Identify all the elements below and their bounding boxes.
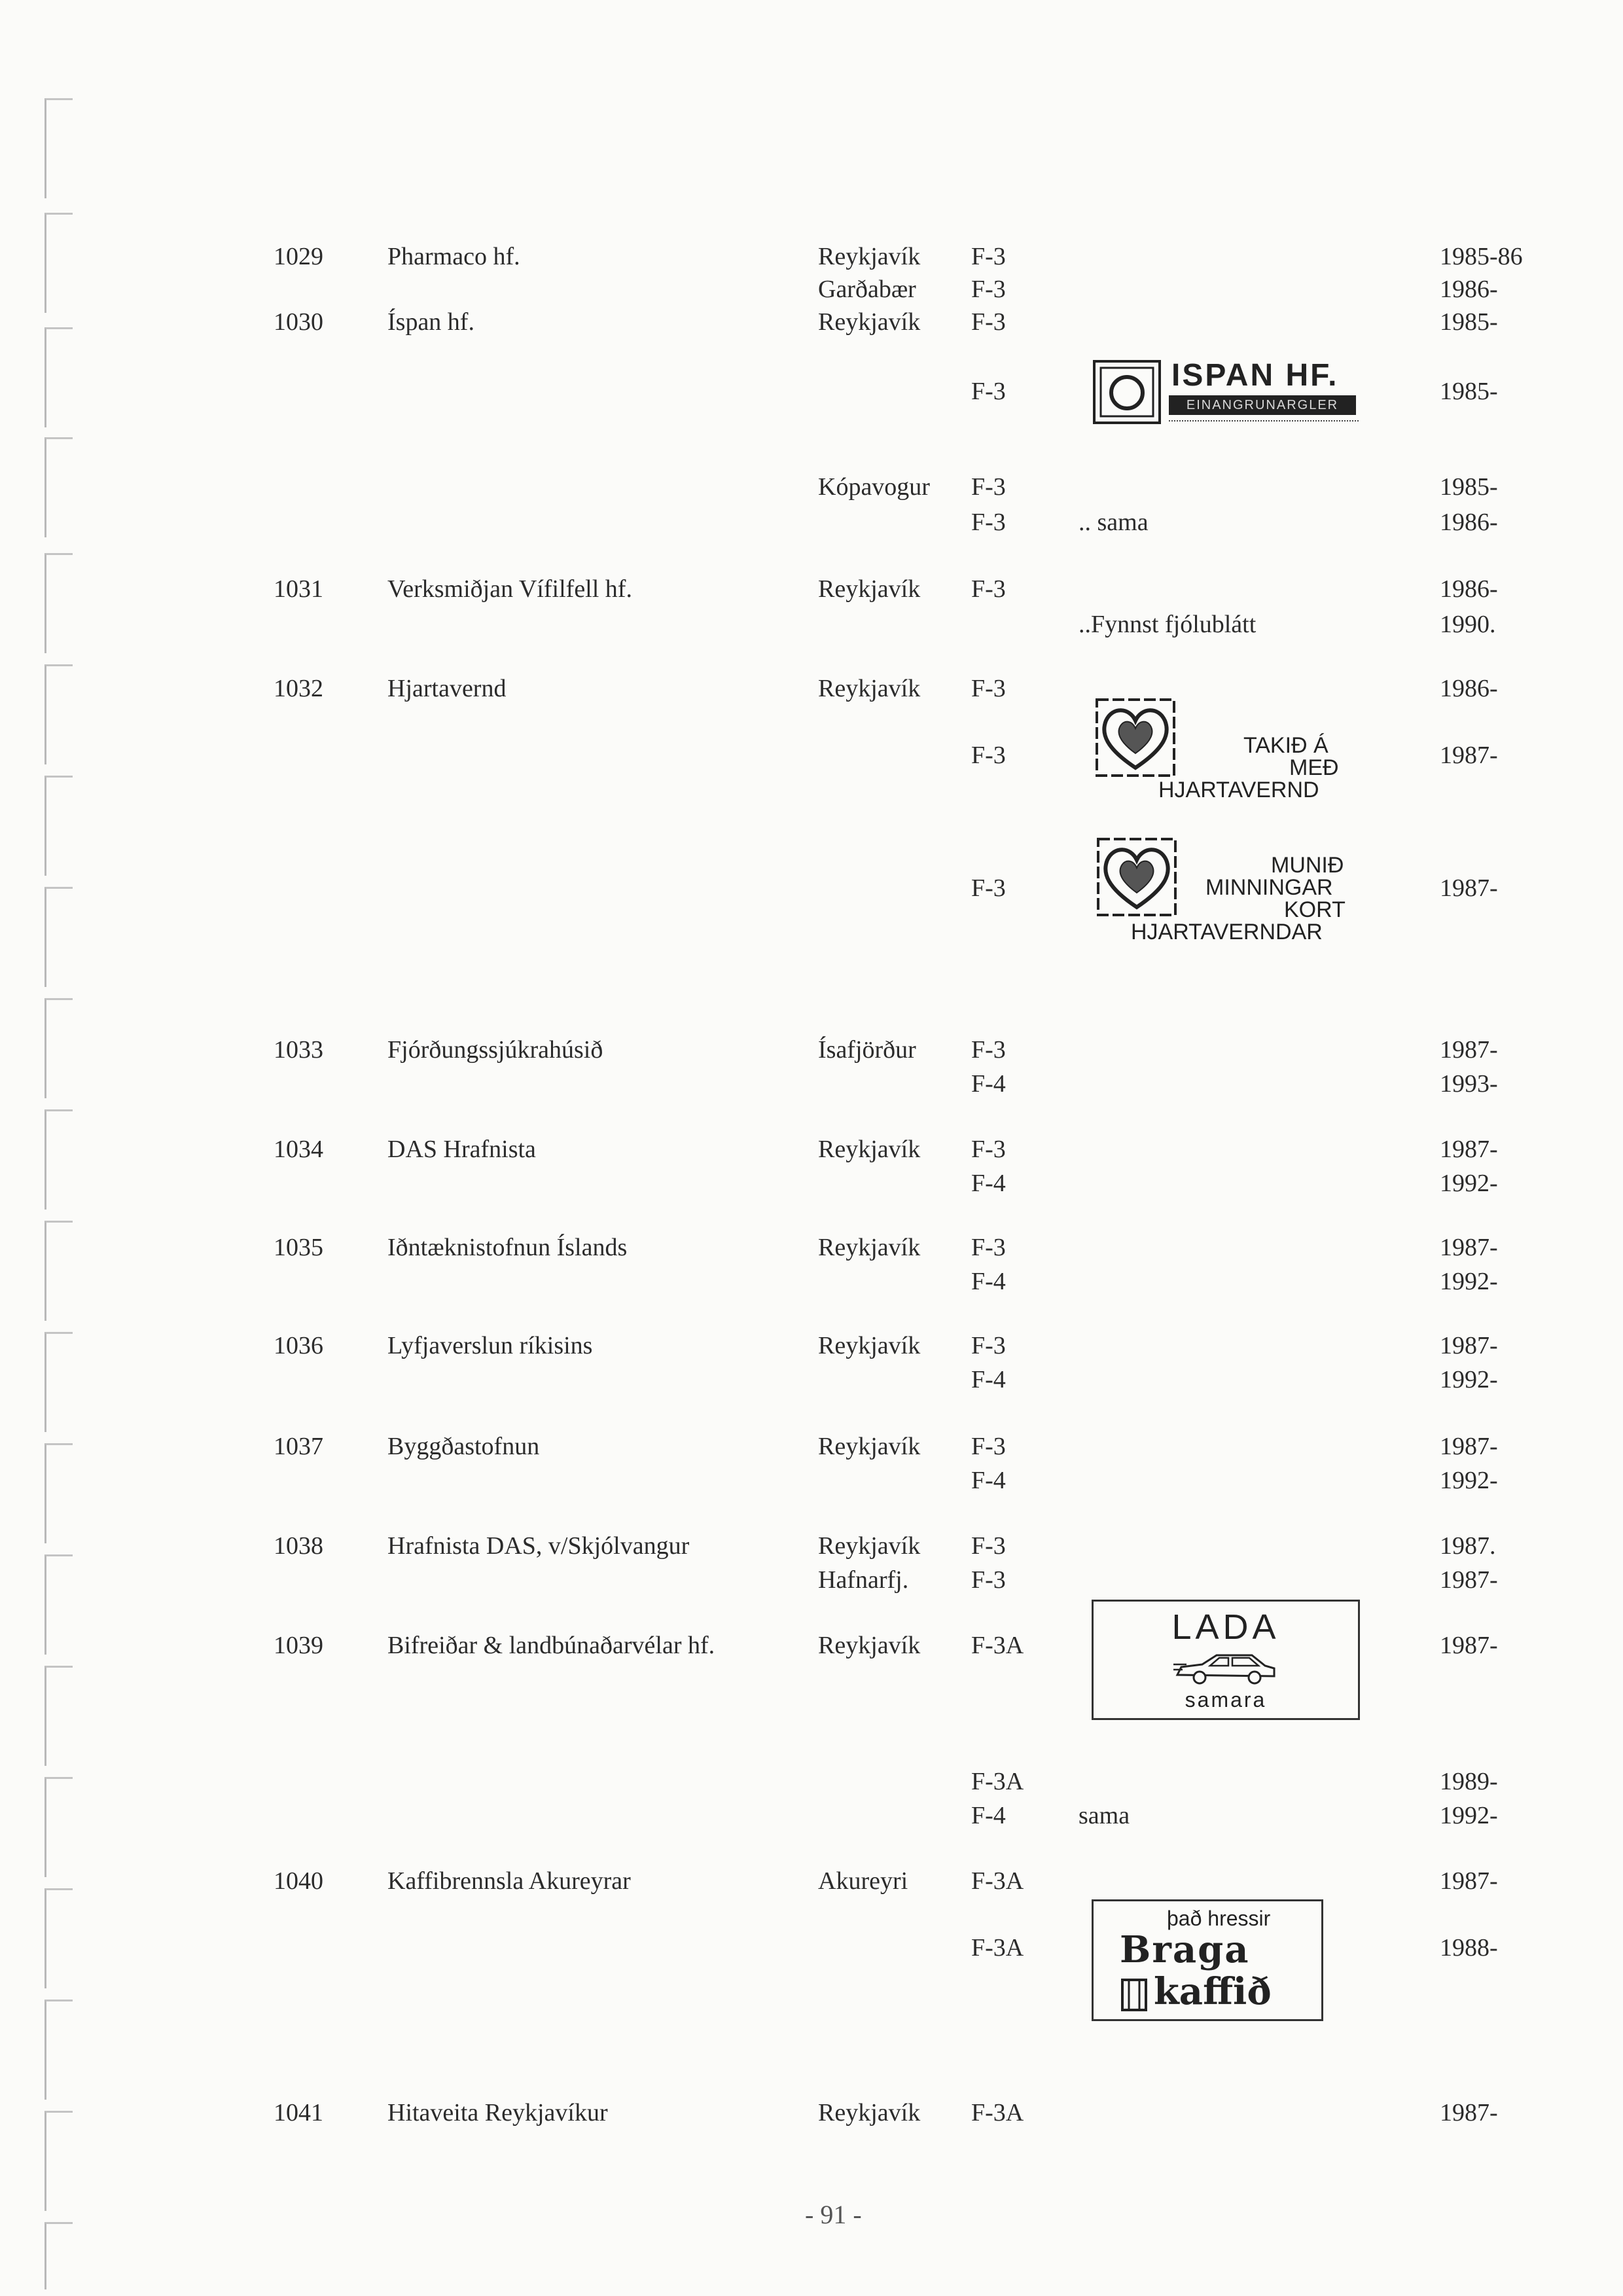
row-place: Hafnarfj.	[818, 1566, 909, 1594]
row-year: 1987-	[1440, 1036, 1498, 1064]
row-type: F-3	[971, 1234, 1006, 1261]
ispan-logo-icon	[1092, 359, 1164, 427]
row-type: F-3	[971, 1433, 1006, 1460]
braga-brand: Braga	[1120, 1928, 1250, 1971]
row-number: 1031	[274, 575, 323, 603]
row-number: 1038	[274, 1532, 323, 1560]
row-year: 1986-	[1440, 276, 1498, 303]
row-place: Reykjavík	[818, 1234, 921, 1261]
row-name: Hitaveita Reykjavíkur	[387, 2099, 608, 2126]
row-year: 1987-	[1440, 1234, 1498, 1261]
memorial-line-1: MUNIÐ	[1271, 853, 1344, 878]
memorial-line-4: HJARTAVERNDAR	[1131, 920, 1323, 944]
row-number: 1036	[274, 1332, 323, 1359]
row-number: 1040	[274, 1867, 323, 1895]
table-row	[0, 741, 1623, 770]
coffee-cup-icon	[1118, 1977, 1150, 2011]
row-year: 1992-	[1440, 1802, 1498, 1829]
table-row	[0, 674, 1623, 703]
page-number: - 91 -	[805, 2200, 862, 2229]
row-number: 1033	[274, 1036, 323, 1064]
hjartavernd-line-1: TAKIÐ Á	[1243, 733, 1329, 758]
braga-coffee: kaffið	[1154, 1970, 1272, 2013]
table-row	[0, 1466, 1623, 1495]
row-name: Fjórðungssjúkrahúsið	[387, 1036, 603, 1064]
table-row	[0, 308, 1623, 336]
row-year: 1986-	[1440, 509, 1498, 536]
row-year: 1992-	[1440, 1366, 1498, 1393]
row-type: F-3A	[971, 2099, 1024, 2126]
row-place: Reykjavík	[818, 308, 921, 336]
memorial-line-2: MINNINGAR	[1205, 875, 1333, 900]
row-type: F-3	[971, 473, 1006, 501]
row-year: 1985-	[1440, 378, 1498, 405]
lada-dealer: samara	[1185, 1688, 1267, 1712]
row-type: F-4	[971, 1170, 1006, 1197]
table-row	[0, 1767, 1623, 1796]
table-row	[0, 1135, 1623, 1164]
table-row	[0, 508, 1623, 537]
row-year: 1985-	[1440, 308, 1498, 336]
row-name: Íspan hf.	[387, 308, 474, 336]
row-type: F-4	[971, 1268, 1006, 1295]
hjartavernd-memorial-stamp	[1094, 836, 1369, 954]
row-type: F-3	[971, 742, 1006, 769]
row-type: F-3	[971, 1036, 1006, 1064]
ispan-rule	[1169, 420, 1359, 422]
table-row	[0, 1867, 1623, 1895]
row-place: Reykjavík	[818, 675, 921, 702]
row-type: F-3A	[971, 1632, 1024, 1659]
table-row	[0, 1267, 1623, 1296]
ispan-stamp	[1092, 359, 1366, 431]
table-row	[0, 2098, 1623, 2127]
table-row	[0, 1432, 1623, 1461]
row-year: 1987-	[1440, 2099, 1498, 2126]
row-type: F-3	[971, 675, 1006, 702]
row-type: F-4	[971, 1070, 1006, 1098]
row-type: F-3A	[971, 1768, 1024, 1795]
row-type: F-3	[971, 308, 1006, 336]
row-year: 1992-	[1440, 1467, 1498, 1494]
row-number: 1039	[274, 1632, 323, 1659]
table-row	[0, 1532, 1623, 1560]
row-place: Garðabær	[818, 276, 916, 303]
row-type: F-3	[971, 1566, 1006, 1594]
row-place: Ísafjörður	[818, 1036, 916, 1064]
row-type: F-3	[971, 575, 1006, 603]
row-name: Iðntæknistofnun Íslands	[387, 1234, 628, 1261]
row-number: 1035	[274, 1234, 323, 1261]
table-row	[0, 1566, 1623, 1594]
row-year: 1987-	[1440, 1566, 1498, 1594]
row-year: 1992-	[1440, 1170, 1498, 1197]
row-place: Reykjavík	[818, 1433, 921, 1460]
row-type: F-3	[971, 1532, 1006, 1560]
row-year: 1987-	[1440, 742, 1498, 769]
row-year: 1987-	[1440, 1332, 1498, 1359]
hjartavernd-line-3: HJARTAVERND	[1158, 778, 1319, 802]
row-type: F-3	[971, 874, 1006, 902]
heart-icon	[1093, 697, 1178, 778]
row-year: 1989-	[1440, 1768, 1498, 1795]
row-place: Reykjavík	[818, 1532, 921, 1560]
row-name: Hjartavernd	[387, 675, 507, 702]
table-row	[0, 1933, 1623, 1962]
row-name: Lyfjaverslun ríkisins	[387, 1332, 593, 1359]
row-name: Hrafnista DAS, v/Skjólvangur	[387, 1532, 690, 1560]
lada-brand: LADA	[1171, 1607, 1280, 1647]
row-place: Reykjavík	[818, 1632, 921, 1659]
table-row	[0, 275, 1623, 304]
row-place: Reykjavík	[818, 1332, 921, 1359]
table-row	[0, 377, 1623, 406]
row-name: Verksmiðjan Vífilfell hf.	[387, 575, 632, 603]
row-place: Reykjavík	[818, 243, 921, 270]
memorial-line-3: KORT	[1284, 897, 1346, 922]
table-row	[0, 1035, 1623, 1064]
row-number: 1041	[274, 2099, 323, 2126]
row-type: F-4	[971, 1802, 1006, 1829]
row-place: Reykjavík	[818, 1136, 921, 1163]
row-note: sama	[1079, 1802, 1130, 1829]
row-place: Kópavogur	[818, 473, 930, 501]
table-row	[0, 473, 1623, 501]
row-year: 1990.	[1440, 611, 1496, 638]
row-type: F-3	[971, 1136, 1006, 1163]
heart-icon	[1094, 836, 1179, 918]
table-row	[0, 1069, 1623, 1098]
row-year: 1987-	[1440, 1867, 1498, 1895]
row-name: DAS Hrafnista	[387, 1136, 536, 1163]
row-year: 1986-	[1440, 675, 1498, 702]
row-type: F-3	[971, 509, 1006, 536]
braga-stamp	[1092, 1899, 1323, 2021]
row-number: 1037	[274, 1433, 323, 1460]
lada-stamp	[1092, 1600, 1360, 1720]
row-number: 1029	[274, 243, 323, 270]
row-place: Akureyri	[818, 1867, 908, 1895]
row-note: .. sama	[1079, 509, 1149, 536]
hjartavernd-stamp	[1093, 697, 1368, 821]
row-year: 1987-	[1440, 1632, 1498, 1659]
row-name: Kaffibrennsla Akureyrar	[387, 1867, 631, 1895]
row-number: 1032	[274, 675, 323, 702]
row-year: 1986-	[1440, 575, 1498, 603]
row-year: 1992-	[1440, 1268, 1498, 1295]
table-row	[0, 1365, 1623, 1394]
table-row	[0, 1233, 1623, 1262]
row-type: F-4	[971, 1366, 1006, 1393]
row-year: 1985-86	[1440, 243, 1523, 270]
row-year: 1987.	[1440, 1532, 1496, 1560]
table-row	[0, 874, 1623, 903]
ispan-title: ISPAN HF.	[1171, 358, 1339, 393]
row-year: 1988-	[1440, 1934, 1498, 1962]
row-year: 1987-	[1440, 1433, 1498, 1460]
row-year: 1985-	[1440, 473, 1498, 501]
ispan-subtitle: EINANGRUNARGLER	[1169, 395, 1356, 415]
row-type: F-3	[971, 1332, 1006, 1359]
row-type: F-3	[971, 378, 1006, 405]
table-row	[0, 1801, 1623, 1830]
row-type: F-4	[971, 1467, 1006, 1494]
row-type: F-3A	[971, 1867, 1024, 1895]
table-row	[0, 242, 1623, 271]
hjartavernd-line-2: MEÐ	[1289, 755, 1339, 780]
row-place: Reykjavík	[818, 575, 921, 603]
row-type: F-3A	[971, 1934, 1024, 1962]
table-row	[0, 575, 1623, 603]
braga-slogan: það hressir	[1167, 1907, 1271, 1930]
row-name: Pharmaco hf.	[387, 243, 520, 270]
row-place: Reykjavík	[818, 2099, 921, 2126]
row-name: Byggðastofnun	[387, 1433, 540, 1460]
row-name: Bifreiðar & landbúnaðarvélar hf.	[387, 1632, 715, 1659]
row-note: ..Fynnst fjólublátt	[1079, 611, 1257, 638]
row-number: 1034	[274, 1136, 323, 1163]
table-row	[0, 1331, 1623, 1360]
row-year: 1993-	[1440, 1070, 1498, 1098]
row-number: 1030	[274, 308, 323, 336]
row-year: 1987-	[1440, 874, 1498, 902]
car-icon	[1173, 1649, 1278, 1685]
table-row	[0, 610, 1623, 639]
table-row	[0, 1631, 1623, 1660]
table-row	[0, 1169, 1623, 1198]
row-type: F-3	[971, 276, 1006, 303]
row-type: F-3	[971, 243, 1006, 270]
row-year: 1987-	[1440, 1136, 1498, 1163]
